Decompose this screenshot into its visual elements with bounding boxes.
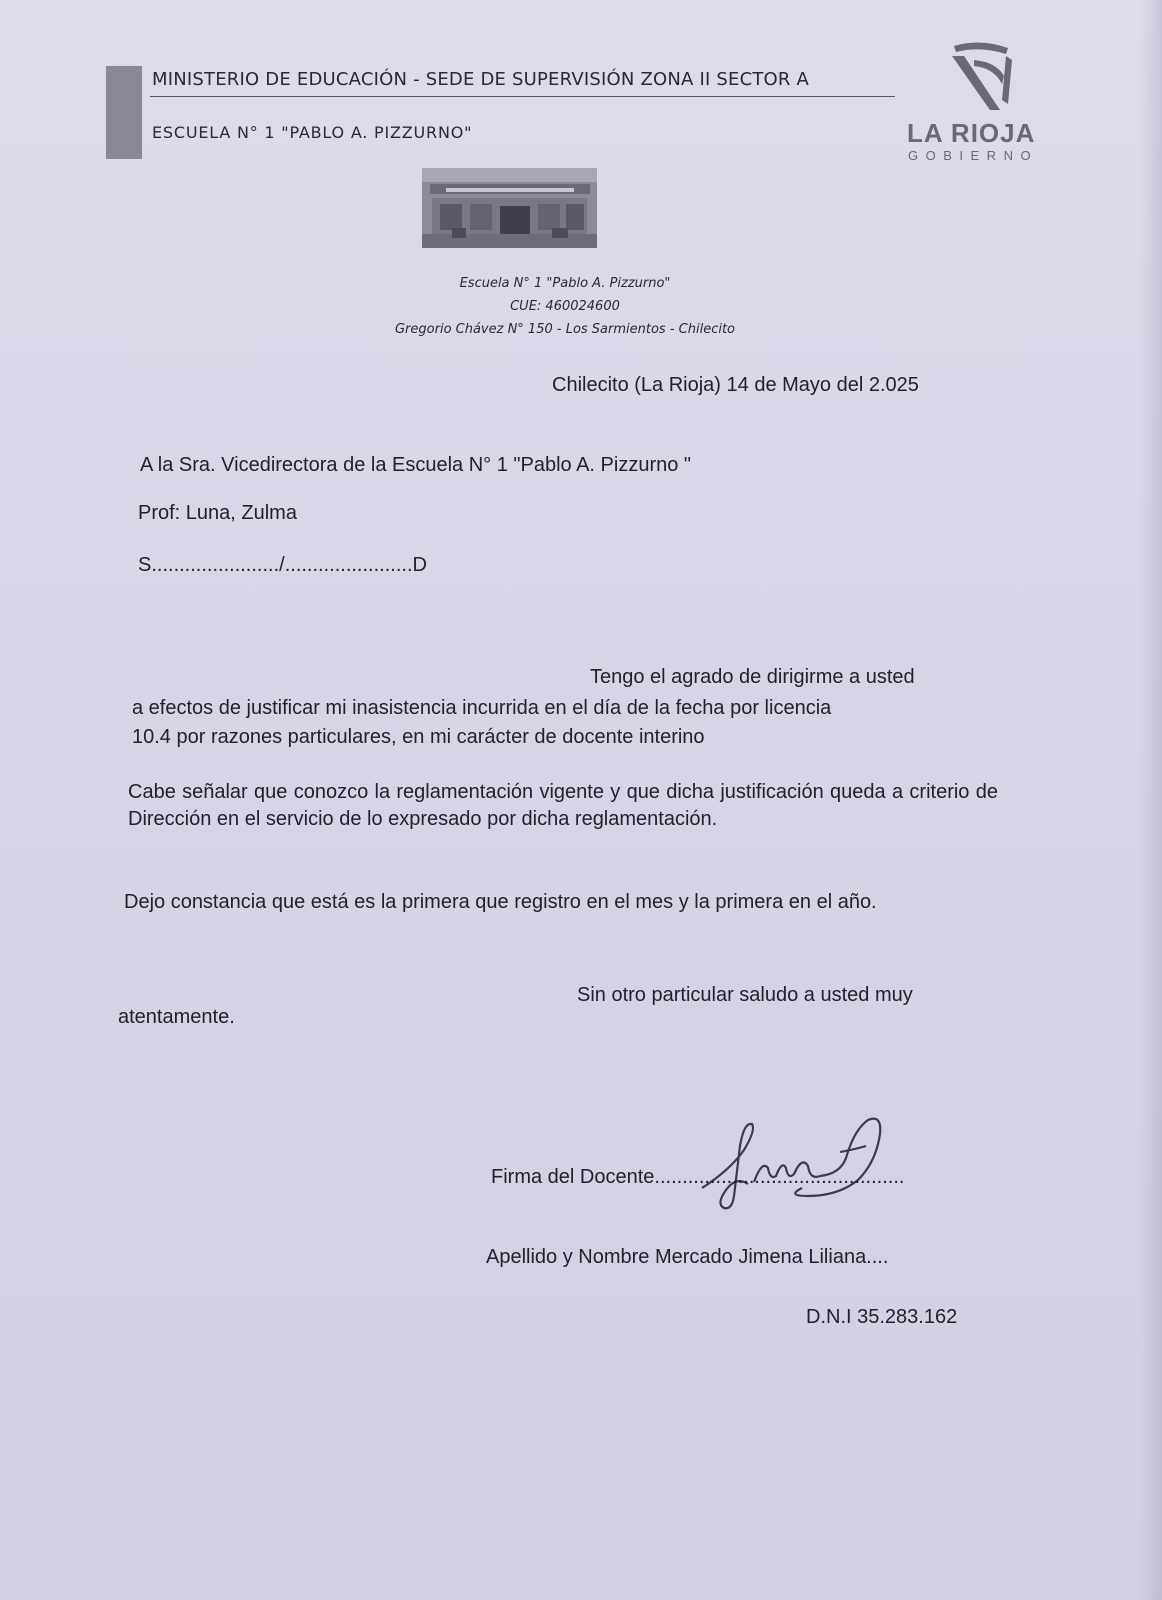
logo-subtitle: GOBIERNO bbox=[908, 148, 1039, 163]
closing-line-2: atentamente. bbox=[118, 1006, 235, 1028]
paragraph-3: Dejo constancia que está es la primera que registro en el mes y la primera en el año. bbox=[124, 891, 877, 913]
paragraph-2: Cabe señalar que conozco la reglamentación vigente y que dicha justificación queda a criterio de Dirección en el servicio de lo expresado por dicha reglamentación. bbox=[128, 781, 998, 830]
school-building-photo bbox=[422, 168, 597, 248]
la-rioja-emblem-icon bbox=[950, 40, 1014, 112]
ministry-header: MINISTERIO DE EDUCACIÓN - SEDE DE SUPERVISIÓN ZONA II SECTOR A bbox=[152, 69, 810, 90]
header-divider bbox=[150, 96, 895, 97]
salutation-line: S......................./.......................D bbox=[138, 554, 427, 576]
teacher-name: Apellido y Nombre Mercado Jimena Liliana.... bbox=[486, 1246, 889, 1268]
paragraph-1-opening: Tengo el agrado de dirigirme a usted bbox=[590, 666, 915, 688]
teacher-dni: D.N.I 35.283.162 bbox=[806, 1306, 958, 1328]
logo-title: LA RIOJA bbox=[907, 118, 1036, 148]
school-header: ESCUELA N° 1 "PABLO A. PIZZURNO" bbox=[152, 123, 473, 142]
signature-label: Firma del Docente............................................. bbox=[491, 1166, 905, 1188]
paper-edge-shadow bbox=[1140, 0, 1162, 1600]
school-name: Escuela N° 1 "Pablo A. Pizzurno" bbox=[459, 276, 671, 291]
letter-recipient: A la Sra. Vicedirectora de la Escuela N° 1 "Pablo A. Pizzurno " bbox=[140, 454, 692, 476]
closing-line-1: Sin otro particular saludo a usted muy bbox=[577, 984, 913, 1006]
paragraph-1-line-3: 10.4 por razones particulares, en mi carácter de docente interino bbox=[132, 726, 705, 748]
letter-date: Chilecito (La Rioja) 14 de Mayo del 2.025 bbox=[552, 374, 919, 396]
school-cue: CUE: 460024600 bbox=[510, 299, 620, 314]
school-info-block bbox=[340, 272, 790, 341]
letterhead-gray-bar bbox=[106, 66, 142, 159]
school-address: Gregorio Chávez N° 150 - Los Sarmientos - Chilecito bbox=[394, 322, 736, 337]
handwritten-signature bbox=[690, 1110, 900, 1220]
la-rioja-logo bbox=[905, 40, 1065, 170]
paragraph-1-line-2: a efectos de justificar mi inasistencia incurrida en el día de la fecha por licencia bbox=[132, 697, 832, 719]
recipient-name: Prof: Luna, Zulma bbox=[138, 502, 297, 524]
